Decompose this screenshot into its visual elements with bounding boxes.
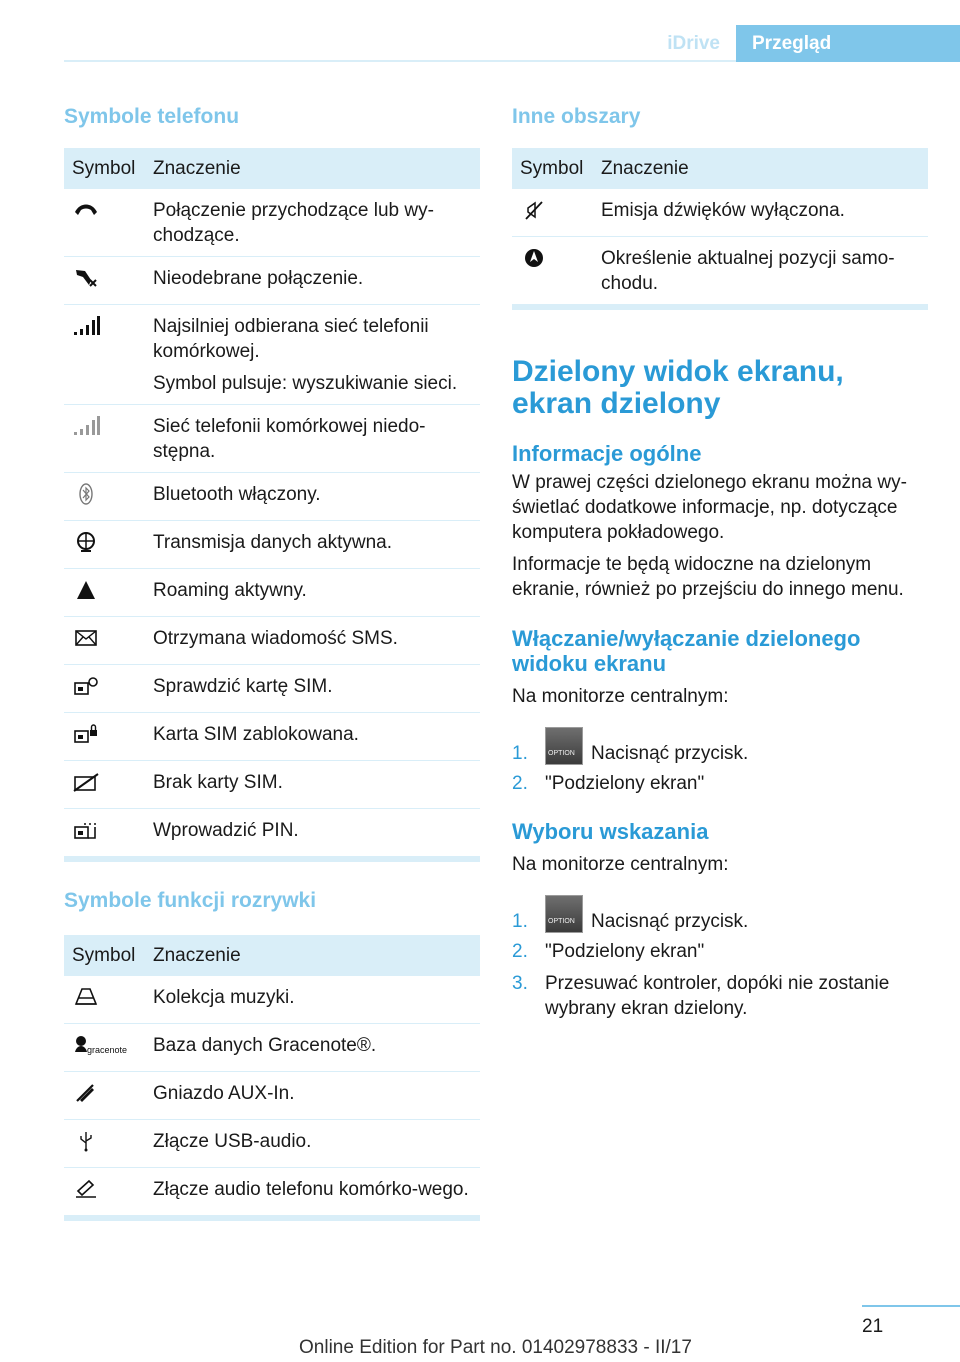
split-screen-heading: Dzielony widok ekranu, ekran dzielony bbox=[512, 355, 844, 420]
step-text: Nacisnąć przycisk. bbox=[591, 743, 749, 764]
step-number: 2. bbox=[512, 941, 528, 962]
option-button[interactable] bbox=[545, 895, 583, 933]
phone-audio-icon bbox=[72, 1178, 100, 1200]
step-number: 3. bbox=[512, 973, 528, 994]
table-row bbox=[64, 1168, 480, 1216]
left-column bbox=[64, 100, 480, 1221]
table-row bbox=[64, 809, 480, 857]
other-areas-heading: Inne obszary bbox=[512, 105, 641, 128]
general-info-heading: Informacje ogólne bbox=[512, 441, 702, 466]
right-column bbox=[512, 100, 928, 1021]
column-header-meaning: Znaczenie bbox=[145, 148, 480, 189]
other-areas-table bbox=[512, 148, 928, 305]
row-meaning: Bluetooth włączony. bbox=[145, 473, 480, 521]
step-text: Nacisnąć przycisk. bbox=[591, 911, 749, 932]
sim-missing-icon bbox=[72, 771, 100, 793]
row-meaning: Złącze USB-audio. bbox=[145, 1120, 480, 1168]
option-button-label: OPTION bbox=[548, 750, 575, 757]
gracenote-logo-icon bbox=[72, 1034, 132, 1056]
table-row bbox=[64, 405, 480, 473]
table-row bbox=[64, 1120, 480, 1168]
phone-symbols-table bbox=[64, 148, 480, 857]
row-meaning: Baza danych Gracenote®. bbox=[145, 1024, 480, 1072]
row-meaning: Kolekcja muzyki. bbox=[145, 976, 480, 1024]
row-meaning: Sieć telefonii komórkowej niedo-stępna. bbox=[145, 405, 480, 473]
step-text: Przesuwać kontroler, dopóki nie zostanie wybrany ekran dzielony. bbox=[545, 973, 890, 1019]
header-chapter-tab: Przegląd bbox=[736, 25, 960, 62]
step-number: 1. bbox=[512, 911, 528, 932]
phone-symbols-heading: Symbole telefonu bbox=[64, 105, 240, 128]
page-number: 21 bbox=[862, 1316, 884, 1337]
row-meaning: Sprawdzić kartę SIM. bbox=[145, 665, 480, 713]
table-row bbox=[512, 189, 928, 237]
table-row bbox=[64, 189, 480, 257]
sim-check-icon bbox=[72, 675, 100, 697]
list-item bbox=[512, 771, 928, 796]
list-item bbox=[512, 971, 928, 1021]
page-header bbox=[0, 0, 960, 62]
position-pin-icon bbox=[520, 247, 548, 269]
column-header-symbol: Symbol bbox=[64, 935, 145, 976]
option-button-label: OPTION bbox=[548, 918, 575, 925]
table-row bbox=[64, 473, 480, 521]
missed-call-icon bbox=[72, 267, 100, 289]
column-header-meaning: Znaczenie bbox=[593, 148, 928, 189]
table-row bbox=[64, 617, 480, 665]
table-row bbox=[64, 665, 480, 713]
row-meaning: Brak karty SIM. bbox=[145, 761, 480, 809]
column-header-symbol: Symbol bbox=[64, 148, 145, 189]
row-meaning-note: Symbol pulsuje: wyszukiwanie sieci. bbox=[153, 373, 458, 394]
row-meaning: Gniazdo AUX-In. bbox=[145, 1072, 480, 1120]
list-item bbox=[512, 939, 928, 964]
page-number-rule bbox=[862, 1305, 960, 1307]
row-meaning: Roaming aktywny. bbox=[145, 569, 480, 617]
table-row bbox=[64, 761, 480, 809]
general-info-paragraph: W prawej części dzielonego ekranu można wy-świetlać dodatkowe informacje, np. dotyczące komputera pokładowego. bbox=[512, 472, 907, 543]
table-row bbox=[64, 976, 480, 1024]
pin-entry-icon bbox=[72, 819, 100, 841]
row-meaning: Wprowadzić PIN. bbox=[145, 809, 480, 857]
row-meaning: Emisja dźwięków wyłączona. bbox=[593, 189, 928, 237]
toggle-split-intro: Na monitorze centralnym: bbox=[512, 686, 729, 707]
phone-handset-icon bbox=[72, 199, 100, 221]
envelope-icon bbox=[72, 627, 100, 649]
option-button[interactable] bbox=[545, 727, 583, 765]
list-item bbox=[512, 895, 928, 939]
table-row bbox=[512, 237, 928, 305]
row-meaning: Transmisja danych aktywna. bbox=[145, 521, 480, 569]
general-info-paragraph-2: Informacje te będą widoczne na dzielonym ekranie, również po przejściu do innego menu. bbox=[512, 554, 904, 600]
signal-full-icon bbox=[72, 315, 100, 337]
row-meaning: Najsilniej odbierana sieć telefonii komórkowej. bbox=[153, 316, 429, 362]
row-meaning: Określenie aktualnej pozycji samo-chodu. bbox=[593, 237, 928, 305]
sim-locked-icon bbox=[72, 723, 100, 745]
entertainment-symbols-heading: Symbole funkcji rozrywki bbox=[64, 889, 317, 912]
column-header-meaning: Znaczenie bbox=[145, 935, 480, 976]
signal-none-icon bbox=[72, 415, 100, 437]
step-text: "Podzielony ekran" bbox=[545, 941, 705, 962]
edition-footer: Online Edition for Part no. 01402978833 - II/17 bbox=[299, 1337, 692, 1358]
list-item bbox=[512, 727, 928, 771]
usb-icon bbox=[72, 1130, 100, 1152]
table-end-rule bbox=[64, 1216, 480, 1221]
roaming-triangle-icon bbox=[72, 579, 100, 601]
sound-off-icon bbox=[520, 199, 548, 221]
table-row bbox=[64, 713, 480, 761]
music-collection-icon bbox=[72, 986, 100, 1008]
toggle-split-steps bbox=[512, 727, 928, 796]
entertainment-symbols-table bbox=[64, 935, 480, 1216]
table-row bbox=[64, 521, 480, 569]
row-meaning: Nieodebrane połączenie. bbox=[145, 257, 480, 305]
row-meaning: Otrzymana wiadomość SMS. bbox=[145, 617, 480, 665]
table-row bbox=[64, 569, 480, 617]
row-meaning: Połączenie przychodzące lub wy-chodzące. bbox=[145, 189, 480, 257]
step-number: 2. bbox=[512, 773, 528, 794]
row-meaning: Karta SIM zablokowana. bbox=[145, 713, 480, 761]
select-display-intro: Na monitorze centralnym: bbox=[512, 854, 729, 875]
table-row bbox=[64, 257, 480, 305]
data-transfer-icon bbox=[72, 531, 100, 553]
aux-plug-icon bbox=[72, 1082, 100, 1104]
table-row bbox=[64, 1024, 480, 1072]
step-number: 1. bbox=[512, 743, 528, 764]
step-text: "Podzielony ekran" bbox=[545, 773, 705, 794]
svg-text:gracenote: gracenote bbox=[87, 1045, 128, 1055]
toggle-split-heading: Włączanie/wyłączanie dzielonego widoku ekranu bbox=[512, 626, 861, 676]
table-row bbox=[64, 1072, 480, 1120]
row-meaning: Złącze audio telefonu komórko-wego. bbox=[145, 1168, 480, 1216]
table-row bbox=[64, 305, 480, 405]
column-header-symbol: Symbol bbox=[512, 148, 593, 189]
select-display-steps bbox=[512, 895, 928, 1021]
select-display-heading: Wyboru wskazania bbox=[512, 819, 709, 844]
bluetooth-icon bbox=[72, 483, 100, 505]
header-section-label: iDrive bbox=[667, 33, 720, 54]
